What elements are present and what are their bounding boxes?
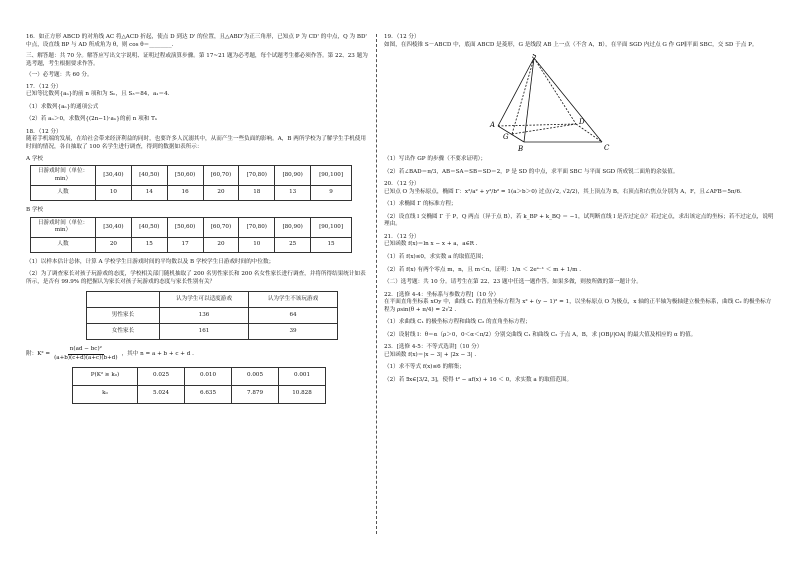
count-cell: 20 bbox=[96, 237, 132, 252]
edge-DC bbox=[576, 124, 602, 142]
q21-stem: 已知函数 f(x)＝ln x − x + a，a∈R . bbox=[384, 241, 478, 248]
q19-p2: （2）若∠BAD＝π/3，AB＝SA＝SB＝SD＝2，P 是 SD 的中点，求平面 SBC 与平面 SGD 所成锐二面角的余弦值。 bbox=[384, 168, 679, 175]
q23-p2: （2）若 ∃x∈[3/2, 3]，使得 t² − af(x) + 16 ＜ 0，求实数 a 的取值范围。 bbox=[384, 377, 573, 384]
vertex-label-C: C bbox=[604, 144, 610, 153]
count-cell: 9 bbox=[311, 186, 352, 201]
k2-symbol: K² = bbox=[37, 350, 51, 357]
count-cell: 20 bbox=[203, 237, 239, 252]
q22-p2: （2）设射线 l：θ＝α（ρ＞0，0＜α＜π/2）分别交曲线 C₁ 和曲线 C₂ 于点 A，B，求 |OB|/|OA| 的最大值及相应的 α 的值。 bbox=[384, 331, 697, 338]
column-divider bbox=[376, 34, 377, 534]
q22-header: 22．[选修 4-4：坐标系与参数方程]（10 分） bbox=[384, 291, 500, 298]
survey-col-header: 认为学生可以适度游戏 bbox=[160, 292, 249, 308]
crit-p-cell: 0.025 bbox=[138, 367, 185, 385]
count-cell: 15 bbox=[131, 237, 167, 252]
left-column bbox=[26, 34, 371, 404]
q18-p2: （2）为了调查家长对孩子玩游戏的态度，学校相关部门随机抽取了 200 名男性家长和 200 名女性家长进行调查，并将所得结果统计如表所示，是否有 99.9% 的把握认为家长对孩子玩游戏的态度与家长性别有关？ bbox=[26, 271, 366, 285]
q20-header: 20．（12 分） bbox=[384, 181, 420, 188]
crit-k-cell: 10.828 bbox=[279, 385, 326, 403]
school-a-table bbox=[30, 165, 352, 201]
interval-cell: [50,60) bbox=[167, 217, 203, 237]
fuzhu-label: 附： bbox=[26, 350, 38, 357]
interval-cell: [50,60) bbox=[167, 166, 203, 186]
survey-row-label: 女性家长 bbox=[87, 324, 160, 340]
interval-cell: [40,50) bbox=[131, 166, 167, 186]
interval-cell: [80,90) bbox=[275, 217, 311, 237]
table-row bbox=[87, 324, 338, 340]
count-cell: 14 bbox=[131, 186, 167, 201]
q21-header: 21．（12 分） bbox=[384, 233, 420, 240]
k2-denominator: (a+b)(c+d)(a+c)(b+d) bbox=[54, 355, 118, 362]
q20-p2: （2）设直线 l 交椭圆 Γ 于 P，Q 两点（异于点 B），若 k_BP + k_BQ ＝ −1，试判断直线 l 是否过定点？若过定点，求出该定点的坐标；若不过定点，说明理由。 bbox=[384, 213, 774, 228]
count-cell: 10 bbox=[239, 237, 275, 252]
school-a-label: A 学校 bbox=[26, 155, 44, 162]
q18-p1: （1）以样本估计总体，计算 A 学校学生日游戏时间的平均数以及 B 学校学生日游戏时间的中位数； bbox=[26, 258, 275, 265]
row-head-count: 人数 bbox=[31, 237, 96, 252]
q18-stem: 随着手机端的发展，在给社会带来经济利益的同时，也要许多人沉溺其中，从而产生一些负面的影响。A，B 两所学校为了解学生手机使用时间的情况，各自抽取了 100 名学生进行调查，得到的数据如表所示： bbox=[26, 136, 366, 151]
vertex-label-A: A bbox=[490, 121, 496, 130]
edge-AB bbox=[498, 126, 524, 142]
crit-p-cell: 0.001 bbox=[279, 367, 326, 385]
q19-stem: 如图，在四棱锥 S－ABCD 中，底面 ABCD 是菱形，G 是线段 AB 上一点（不含 A，B），在平面 SGD 内过点 G 作 GP∥平面 SBC，交 SD 于点 P。 bbox=[384, 41, 758, 48]
k2-tail: ，其中 n = a + b + c + d . bbox=[121, 350, 194, 357]
survey-cell: 161 bbox=[160, 324, 249, 340]
vertex-label-S: S bbox=[532, 54, 537, 61]
q17-header: 17．（12 分） bbox=[26, 83, 62, 90]
interval-cell: [30,40) bbox=[96, 217, 132, 237]
count-cell: 25 bbox=[275, 237, 311, 252]
k2-numerator: n(ad − bc)² bbox=[68, 346, 104, 355]
q23-header: 23．[选修 4-5：不等式选讲]（10 分） bbox=[384, 344, 483, 351]
edge-SC bbox=[534, 58, 602, 142]
segment-SG bbox=[512, 58, 534, 134]
vertex-label-G: G bbox=[503, 133, 509, 142]
k2-fraction bbox=[52, 346, 119, 362]
interval-cell: [70,80) bbox=[239, 166, 275, 186]
survey-col-header: 认为学生不该玩游戏 bbox=[249, 292, 338, 308]
table-row bbox=[87, 308, 338, 324]
crit-p-cell: 0.005 bbox=[232, 367, 279, 385]
count-cell: 16 bbox=[167, 186, 203, 201]
edge-SB bbox=[524, 58, 534, 142]
q19-p1: （1）写出作 GP 的步骤（不要求证明）； bbox=[384, 156, 487, 163]
survey-cell: 64 bbox=[249, 308, 338, 324]
section3-intro: 三、解答题：共 70 分。解答应写出文字说明、证明过程或演算步骤。第 17~21 题为必考题，每个试题考生都必须作答。第 22、23 题为选考题，考生根据要求作答。 bbox=[26, 53, 368, 67]
count-cell: 10 bbox=[96, 186, 132, 201]
parent-survey-table bbox=[86, 291, 338, 340]
segment-GD bbox=[512, 124, 576, 134]
q20-p1: （1）求椭圆 Γ 的标准方程； bbox=[384, 201, 457, 208]
table-row bbox=[73, 385, 326, 403]
table-row bbox=[73, 367, 326, 385]
crit-k-cell: 5.024 bbox=[138, 385, 185, 403]
q17-p2: （2）若 aₙ＞0，求数列{(2n−1)·aₙ}的前 n 项和 Tₙ bbox=[26, 116, 158, 123]
interval-cell: [60,70) bbox=[203, 166, 239, 186]
survey-corner-cell bbox=[87, 292, 160, 308]
q20-stem: 已知点 O 为坐标原点，椭圆 Γ：x²/a² + y²/b² = 1(a＞b＞0) 过点(√2, √2/2)，其上顶点为 B，右顶点和右焦点分别为 A，F，且∠AFB＝5π/6. bbox=[384, 188, 742, 195]
table-row bbox=[31, 186, 352, 201]
q16-text: 16．如正方形 ABCD 的对角线 AC 将△ACD 折起，使点 D 到达 D' 的位置，且△ABD'为正三角形，已知点 P 为 CD' 的中点，Q 为 BD' 中点，设直线 BP 与 AD 所成角为 θ，则 cos θ＝________. bbox=[26, 34, 367, 48]
critical-value-table bbox=[72, 367, 326, 404]
q18-header: 18．（12 分） bbox=[26, 128, 62, 135]
crit-k-cell: 6.635 bbox=[185, 385, 232, 403]
interval-cell: [70,80) bbox=[239, 217, 275, 237]
school-b-label: B 学校 bbox=[26, 207, 44, 214]
survey-cell: 136 bbox=[160, 308, 249, 324]
part2-intro: （二）选考题：共 10 分。请考生在第 22、23 题中任选一题作答。如果多做，则按所做的第一题计分。 bbox=[384, 279, 642, 286]
q21-p2: （2）若 f(x) 有两个零点 m，n，且 m＜n，证明：1/n ＜ 2eᵃ⁻¹ ＜ m + 1/m . bbox=[384, 266, 581, 273]
count-cell: 15 bbox=[311, 237, 352, 252]
q17-stem: 已知等比数列{aₙ}的前 n 项和为 Sₙ，且 S₃＝84，a₁＝4. bbox=[26, 91, 170, 98]
q22-p1: （1）求曲线 C₁ 的极坐标方程和曲线 C₂ 的直角坐标方程； bbox=[384, 319, 531, 326]
crit-p-label: P(K² ≥ k₀) bbox=[73, 367, 138, 385]
crit-k-label: k₀ bbox=[73, 385, 138, 403]
q21-p1: （1）若 f(x)≤0，求实数 a 的取值范围； bbox=[384, 254, 487, 261]
interval-cell: [40,50) bbox=[131, 217, 167, 237]
row-head-time: 日游戏时间（单位：min） bbox=[31, 166, 96, 186]
k2-formula bbox=[26, 346, 371, 362]
pyramid-figure bbox=[484, 54, 684, 154]
crit-k-cell: 7.879 bbox=[232, 385, 279, 403]
q19-header: 19．（12 分） bbox=[384, 34, 420, 40]
interval-cell: [80,90) bbox=[275, 166, 311, 186]
vertex-label-D: D bbox=[579, 118, 585, 127]
vertex-label-B: B bbox=[518, 145, 524, 154]
edge-SD bbox=[534, 58, 576, 124]
right-column bbox=[384, 34, 774, 390]
interval-cell: [90,100] bbox=[311, 217, 352, 237]
count-cell: 13 bbox=[275, 186, 311, 201]
section3-part1: （一）必考题：共 60 分。 bbox=[26, 72, 93, 79]
q17-p1: （1）求数列{aₙ}的通项公式 bbox=[26, 103, 99, 110]
school-b-table bbox=[30, 217, 352, 253]
table-row bbox=[31, 237, 352, 252]
survey-cell: 39 bbox=[249, 324, 338, 340]
q22-stem: 在平面直角坐标系 xOy 中，曲线 C₁ 的直角坐标方程为 x² + (y − 1)² = 1，以坐标原点 O 为极点，x 轴的正半轴为极轴建立极坐标系，曲线 C₂ 的极坐标方程为 ρsin(θ + π/4) = 2√2 . bbox=[384, 299, 772, 313]
table-row bbox=[31, 166, 352, 186]
row-head-count: 人数 bbox=[31, 186, 96, 201]
crit-p-cell: 0.010 bbox=[185, 367, 232, 385]
count-cell: 17 bbox=[167, 237, 203, 252]
q19-text bbox=[384, 34, 524, 42]
row-head-time: 日游戏时间（单位：min） bbox=[31, 217, 96, 237]
table-row bbox=[87, 292, 338, 308]
interval-cell: [30,40) bbox=[96, 166, 132, 186]
edge-SA bbox=[498, 58, 534, 126]
survey-row-label: 男性家长 bbox=[87, 308, 160, 324]
q23-p1: （1）求不等式 f(x)≤6 的解集； bbox=[384, 364, 465, 371]
interval-cell: [90,100] bbox=[311, 166, 352, 186]
count-cell: 18 bbox=[239, 186, 275, 201]
table-row bbox=[31, 217, 352, 237]
q19-block bbox=[384, 34, 774, 42]
interval-cell: [60,70) bbox=[203, 217, 239, 237]
count-cell: 20 bbox=[203, 186, 239, 201]
q23-stem: 已知函数 f(x)＝|x − 3| + |2x − 3| . bbox=[384, 351, 477, 358]
